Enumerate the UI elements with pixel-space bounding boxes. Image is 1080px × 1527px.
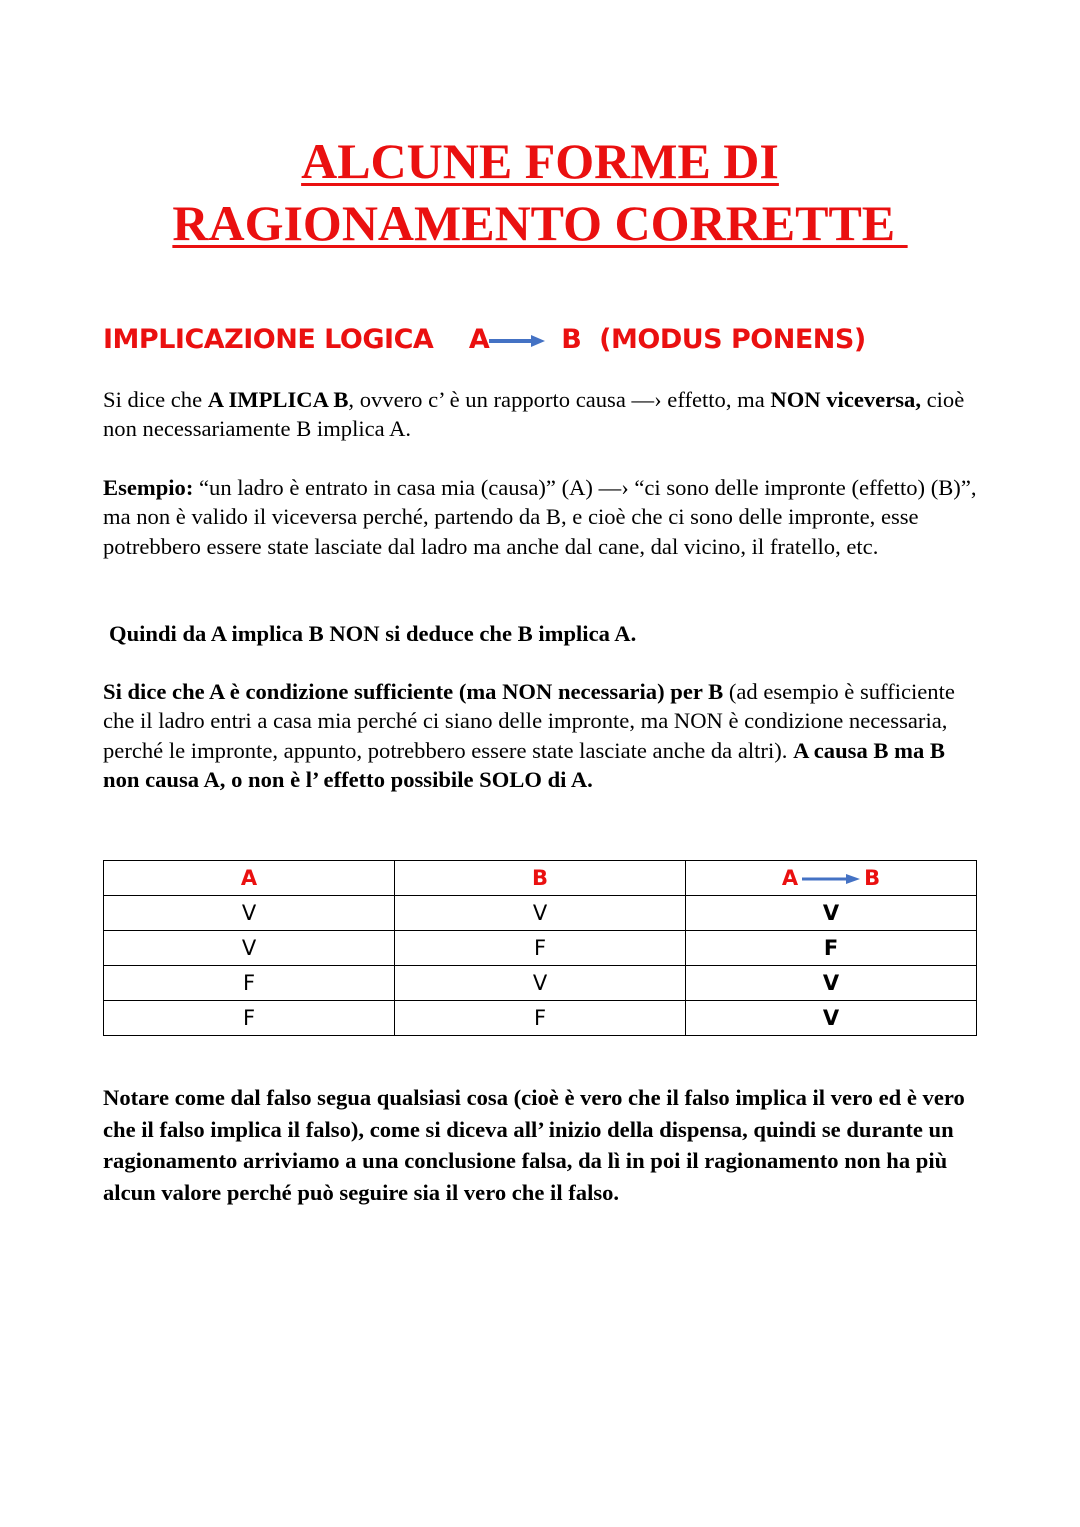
header-imp-left: A <box>781 866 799 890</box>
cell-result: V <box>686 966 977 1001</box>
truth-table <box>103 860 977 1036</box>
cell-a: V <box>104 896 395 931</box>
table-row <box>104 931 977 966</box>
heading-left: IMPLICAZIONE LOGICA A <box>103 324 490 355</box>
paragraph-example <box>103 473 983 561</box>
header-imp-right: B <box>864 866 881 890</box>
cell-b: V <box>395 966 686 1001</box>
bold-run: Si dice che A è condizione sufficiente (ma NON necessaria) per B <box>103 679 724 704</box>
bold-run: A IMPLICA B <box>207 387 349 412</box>
cell-b: F <box>395 931 686 966</box>
paragraph-sufficient-condition <box>103 677 983 795</box>
cell-a: F <box>104 966 395 1001</box>
table-header-row <box>104 861 977 896</box>
heading-right: B (MODUS PONENS) <box>561 324 866 355</box>
text-run: cioè non necessariamente B implica A. <box>103 387 965 442</box>
implication-arrow-icon <box>802 873 860 885</box>
header-implication <box>686 861 977 896</box>
bold-run: NON viceversa, <box>770 387 921 412</box>
cell-result: V <box>686 1001 977 1036</box>
bold-run: A causa B ma B non causa A, o non è l’ effetto possibile SOLO di A. <box>103 737 945 793</box>
implication-arrow-icon <box>489 333 545 349</box>
paragraph-note: Notare come dal falso segua qualsiasi cosa (cioè è vero che il falso implica il vero ed è vero che il falso implica il falso), come si diceva all’ inizio della dispensa, quindi se durante un ragionamento arriviamo a una conclusione falsa, da lì in poi il ragionamento non ha più alcun valore perché può seguire sia il vero che il falso. <box>103 1085 965 1205</box>
cell-a: V <box>104 931 395 966</box>
text-run: (ad esempio è sufficiente che il ladro entri a casa mia perché ci siano delle impronte, ma NON è condizione necessaria, perché le impronte, appunto, potrebbero essere state lasciate anche da altri). <box>103 679 955 763</box>
text-run: , ovvero c’ è un rapporto causa —› effetto, ma <box>348 387 771 412</box>
text-run: “un ladro è entrato in casa mia (causa)” (A) —› “ci sono delle impronte (effetto) (B)”, ma non è valido il viceversa perché, partendo da B, e cioè che ci sono delle impronte, esse potrebbero essere state lasciate dal ladro ma anche dal cane, dal vicino, il fratello, etc. <box>103 475 977 559</box>
cell-b: F <box>395 1001 686 1036</box>
title-line-1: ALCUNE FORME DI <box>301 133 779 189</box>
paragraph-definition <box>103 385 983 444</box>
table-row <box>104 896 977 931</box>
title-line-2: RAGIONAMENTO CORRETTE <box>172 195 908 251</box>
table-row <box>104 966 977 1001</box>
cell-result: F <box>686 931 977 966</box>
cell-result: V <box>686 896 977 931</box>
text-run: Si dice che <box>103 387 208 412</box>
bold-run: Esempio: <box>103 475 194 500</box>
table-row <box>104 1001 977 1036</box>
paragraph-conclusion: Quindi da A implica B NON si deduce che B implica A. <box>109 621 637 646</box>
cell-a: F <box>104 1001 395 1036</box>
section-heading <box>103 324 866 355</box>
header-a: A <box>104 861 395 896</box>
header-b: B <box>395 861 686 896</box>
page-title <box>0 130 1080 254</box>
cell-b: V <box>395 896 686 931</box>
